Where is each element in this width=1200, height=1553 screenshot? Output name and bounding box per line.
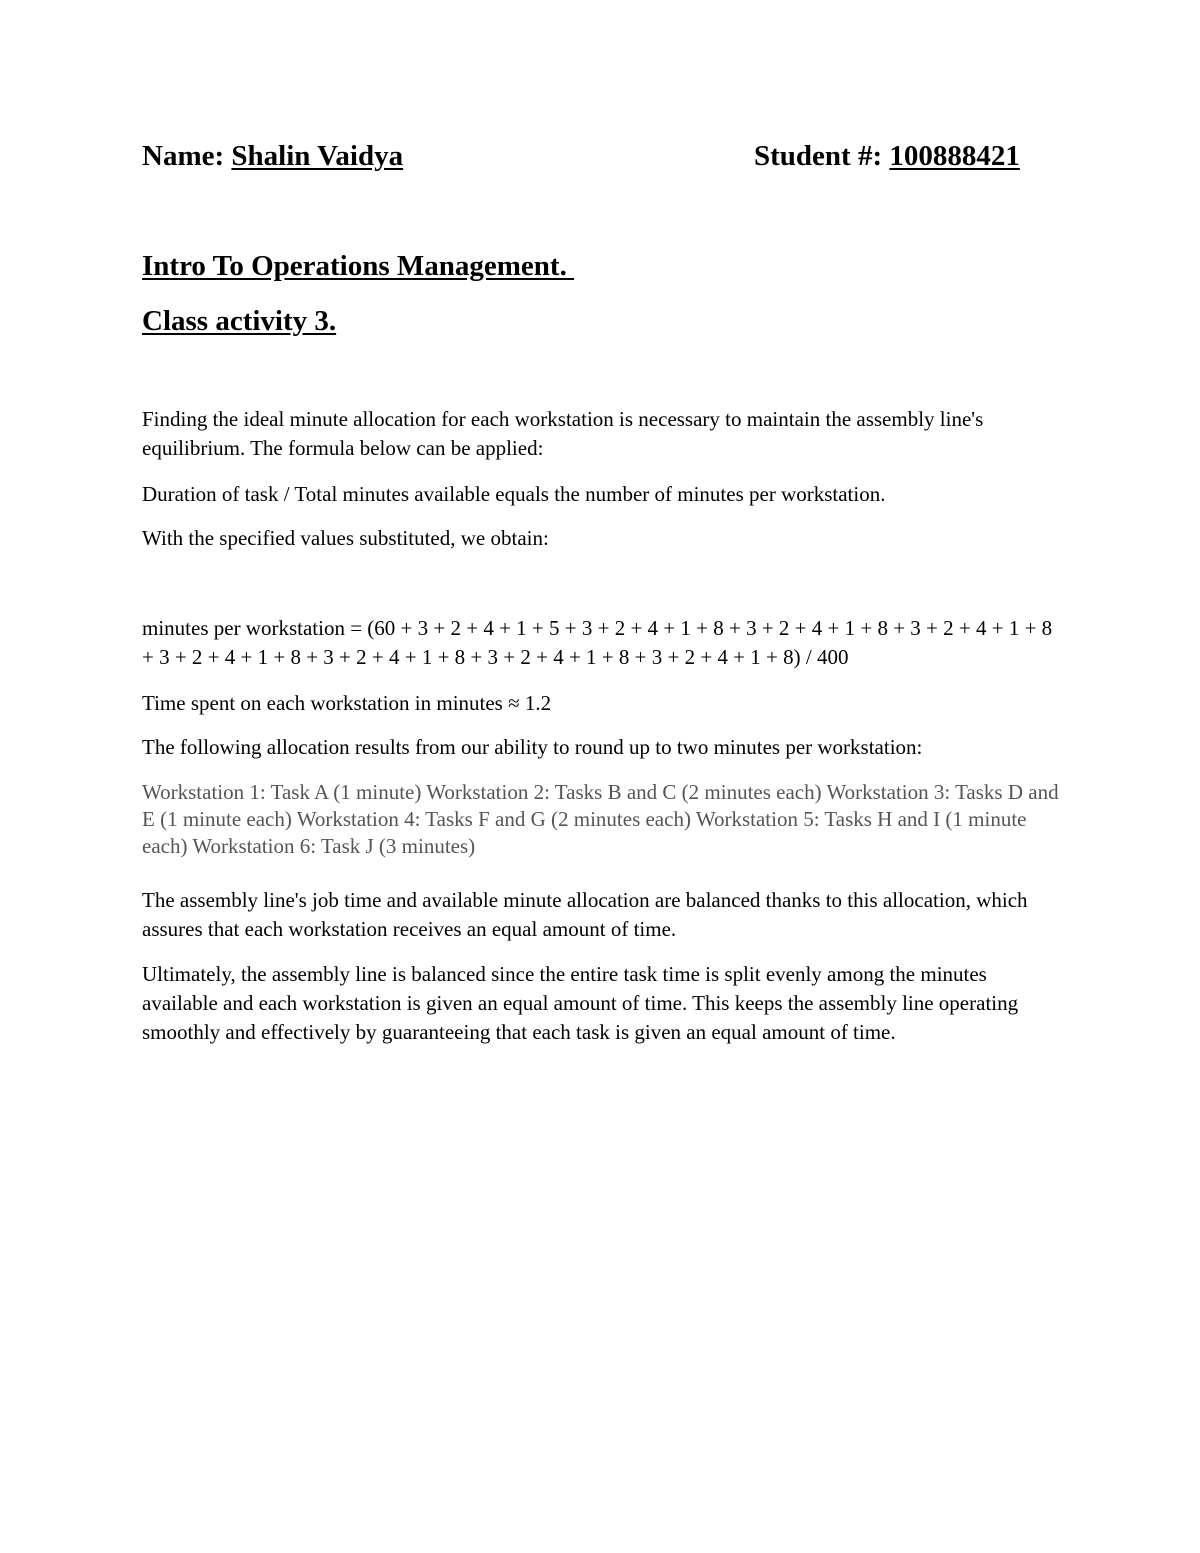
- allocation-list-paragraph: Workstation 1: Task A (1 minute) Workstation 2: Tasks B and C (2 minutes each) Workstation 3: Tasks D and E (1 minute each) Workstation 4: Tasks F and G (2 minutes each) Workstation 5: Tasks H and I (1 minute each) Workstation 6: Task J (3 minutes): [142, 780, 1059, 858]
- intro-paragraph: Finding the ideal minute allocation for each workstation is necessary to maintain the assembly line's equilibrium. The formula below can be applied:: [142, 407, 984, 460]
- name-label: Name:: [142, 140, 225, 172]
- activity-title: Class activity 3.: [142, 305, 337, 337]
- name-block: [142, 140, 403, 173]
- course-title: Intro To Operations Management.: [142, 250, 575, 282]
- student-name: Shalin Vaidya: [231, 140, 404, 172]
- conclusion-paragraph: Ultimately, the assembly line is balanced since the entire task time is split evenly among the minutes available and each workstation is given an equal amount of time. This keeps the assembly line operating smoothly and effectively by guaranteeing that each task is given an equal amount of time.: [142, 962, 1019, 1044]
- balance-note-paragraph: The assembly line's job time and available minute allocation are balanced thanks to this allocation, which assures that each workstation receives an equal amount of time.: [142, 888, 1028, 941]
- student-number-block: [754, 140, 1020, 173]
- equation-paragraph: minutes per workstation = (60 + 3 + 2 + 4 + 1 + 5 + 3 + 2 + 4 + 1 + 8 + 3 + 2 + 4 + 1 + 8 + 3 + 2 + 4 + 1 + 8 + 3 + 2 + 4 + 1 + 8 + 3 + 2 + 4 + 1 + 8 + 3 + 2 + 4 + 1 + 8 + 3 + 2 + 4 + 1 + 8) / 400: [142, 616, 1053, 669]
- student-number: 100888421: [889, 140, 1020, 172]
- result-paragraph: Time spent on each workstation in minutes ≈ 1.2: [142, 691, 552, 715]
- allocation-intro-paragraph: The following allocation results from our ability to round up to two minutes per workstation:: [142, 735, 923, 759]
- header-row: [142, 140, 1042, 184]
- student-number-label: Student #:: [754, 140, 883, 172]
- formula-paragraph: Duration of task / Total minutes available equals the number of minutes per workstation.: [142, 482, 886, 506]
- substitution-paragraph: With the specified values substituted, we obtain:: [142, 526, 549, 550]
